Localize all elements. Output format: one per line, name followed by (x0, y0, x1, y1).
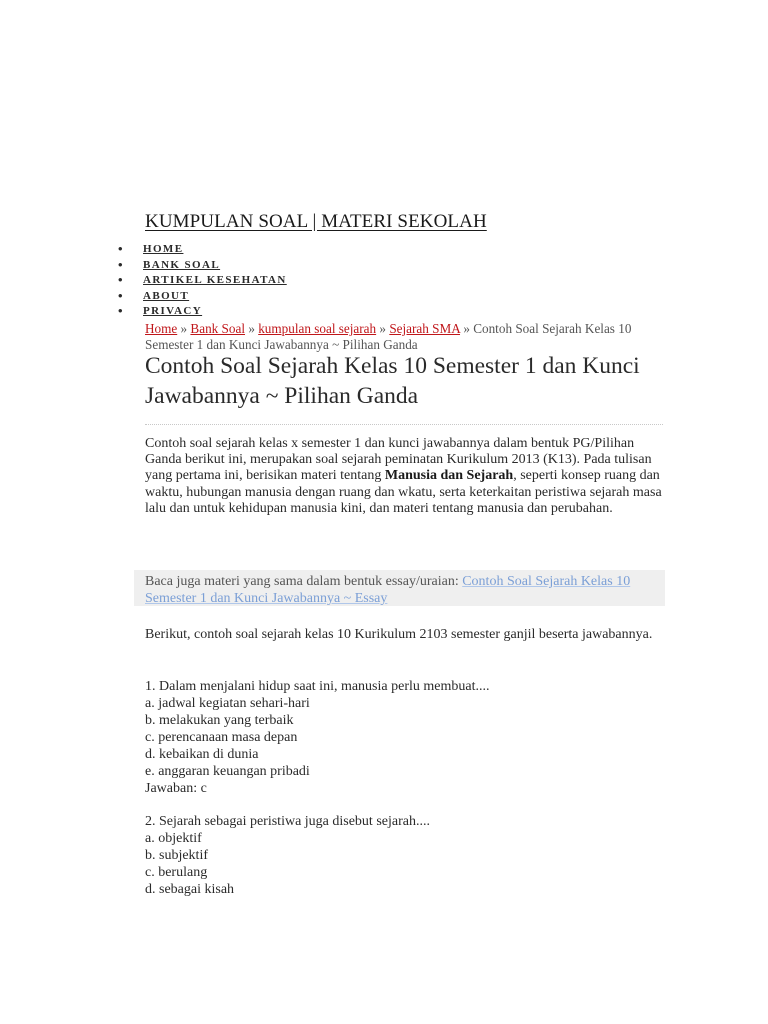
question-1 (145, 678, 665, 797)
nav-item-label: ARTIKEL KESEHATAN (143, 274, 287, 287)
intro-text-rest: , seperti konsep ruang dan waktu, hubungan manusia dengan ruang dan wkatu, serta keterkaitan peristiwa sejarah masa lalu dan untuk kehidupan manusia kini, dan materi tentang manusia dan perubahan. (145, 468, 662, 516)
question-text: 2. Sejarah sebagai peristiwa juga disebut sejarah.... (145, 814, 430, 829)
answer-option: b. melakukan yang terbaik (145, 713, 294, 728)
nav-item-privacy[interactable] (118, 305, 287, 321)
nav-item-label: ABOUT (143, 289, 190, 302)
breadcrumb-link-sejarah-sma[interactable]: Sejarah SMA (389, 321, 461, 336)
related-post-link[interactable]: Contoh Soal Sejarah Kelas 10 Semester 1 dan Kunci Jawabannya ~ Essay (145, 574, 631, 606)
callout-text: Baca juga materi yang sama dalam bentuk essay/uraian: (145, 574, 463, 589)
breadcrumb-separator: » (463, 321, 470, 336)
answer-option: a. objektif (145, 831, 202, 846)
breadcrumb-current: Contoh Soal Sejarah Kelas 10 Semester 1 dan Kunci Jawabannya ~ Pilihan Ganda (145, 321, 632, 352)
breadcrumb-separator: » (379, 321, 387, 336)
breadcrumb-link-home[interactable]: Home (145, 321, 178, 336)
answer-option: d. kebaikan di dunia (145, 747, 259, 762)
lead-paragraph: Berikut, contoh soal sejarah kelas 10 Kurikulum 2103 semester ganjil beserta jawabannya. (145, 627, 653, 642)
related-post-callout (134, 570, 665, 606)
title-divider (145, 424, 663, 425)
intro-text: Contoh soal sejarah kelas x semester 1 dan kunci jawabannya dalam bentuk PG/Pilihan Ganda berikut ini, merupakan soal sejarah peminatan Kurikulum 2013 (K13). Pada tulisan yang pertama ini, berisikan materi tentang (145, 436, 652, 484)
nav-item-label: PRIVACY (143, 305, 203, 318)
question-text: 1. Dalam menjalani hidup saat ini, manusia perlu membuat.... (145, 679, 490, 694)
nav-item-about[interactable] (118, 290, 287, 306)
breadcrumb (145, 321, 665, 353)
answer-option: a. jadwal kegiatan sehari-hari (145, 696, 310, 711)
nav-item-label: BANK SOAL (143, 258, 221, 271)
post-title: Contoh Soal Sejarah Kelas 10 Semester 1 dan Kunci Jawabannya ~ Pilihan Ganda (145, 353, 640, 409)
breadcrumb-separator: » (180, 321, 188, 336)
intro-paragraph (145, 436, 665, 517)
intro-bold-topic: Manusia dan Sejarah (384, 468, 514, 484)
nav-item-artikel-kesehatan[interactable] (118, 274, 287, 290)
breadcrumb-separator: » (248, 321, 255, 336)
answer-option: b. subjektif (145, 848, 208, 863)
nav-item-home[interactable] (118, 243, 287, 259)
answer-option: c. perencanaan masa depan (145, 730, 298, 745)
answer-option: e. anggaran keuangan pribadi (145, 764, 310, 779)
nav-item-label: HOME (143, 243, 184, 255)
question-2 (145, 813, 665, 898)
breadcrumb-link-bank-soal[interactable]: Bank Soal (190, 321, 246, 336)
answer-key: Jawaban: c (145, 781, 207, 796)
breadcrumb-link-kumpulan-soal-sejarah[interactable]: kumpulan soal sejarah (258, 321, 377, 336)
site-title[interactable]: KUMPULAN SOAL | MATERI SEKOLAH (145, 211, 487, 232)
nav-item-bank-soal[interactable] (118, 259, 287, 275)
answer-option: d. sebagai kisah (145, 882, 235, 897)
main-nav (118, 243, 287, 321)
answer-option: c. berulang (145, 865, 208, 880)
